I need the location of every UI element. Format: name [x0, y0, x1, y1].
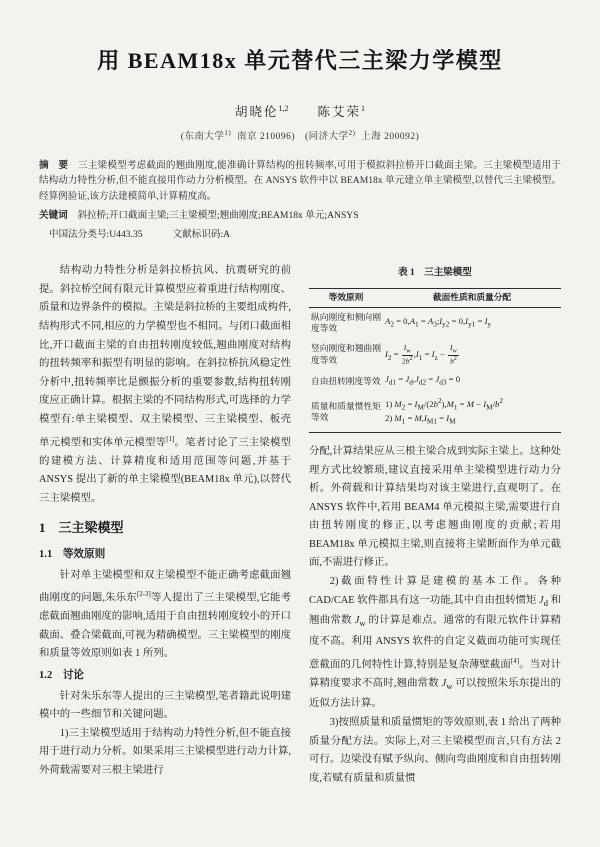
table-1-caption: 表 1 三主梁模型: [398, 268, 472, 279]
principle-cell: 竖向刚度和翘曲刚度等效: [311, 343, 381, 365]
affiliation-text: (东南大学$^{1)}$ 南京 210096) (同济大学$^{2)}$ 上海 200092): [180, 128, 420, 142]
section-1-1-heading: 1.1 等效原则: [39, 549, 106, 560]
section-1-2-paragraph: 针对朱乐东等人提出的三主梁模型,笔者籍此说明建模中的一些细节和关键问题。: [39, 690, 291, 721]
table-header-principle: 等效原则: [309, 288, 383, 307]
section-1-2-heading: 1.2 讨论: [39, 670, 85, 682]
affiliations: [39, 128, 561, 142]
principle-cell: 纵向刚度和侧向刚度等效: [311, 311, 381, 334]
principle-cell: 质量和质量惯性矩等效: [311, 400, 381, 423]
formula-cell: 1) $M_2 = I_M/(2b^2),M_1 = M - I_M/b^2$ 2) $M_1 = M,I_{M1} = I_M$: [385, 397, 503, 427]
section-1-1-paragraph: 针对单主梁模型和双主梁模型不能正确考虑截面翘曲刚度的问题,朱乐东[2-3]等人提出了三主梁模型,它能考虑截面翘曲刚度的影响,适用于自由扭转刚度较小的开口截面、叠合梁截面,可视为精确模型。三主梁模型的刚度和质量等效原则如表 1 所列。: [39, 569, 291, 660]
authors-line: [39, 102, 561, 120]
right-column: [309, 262, 561, 788]
section-1-heading: 1 三主梁模型: [39, 520, 124, 536]
table-row: [309, 307, 561, 339]
principle-cell: 自由扭转刚度等效: [311, 375, 381, 386]
formula-cell: $I_2$ = $\frac{I_w}{2b^2}$ $,I_1 = I_z$ − $\frac{I_w}{b^2}$: [385, 342, 457, 366]
formula-cell: $A_2 = 0,A_1$ = $A_3;I_{y2} = 0,I_{y1} = I_y$: [385, 316, 492, 329]
keywords-label: 关键词: [39, 210, 68, 222]
document-code: 文献标识码:A: [172, 229, 231, 241]
discussion-item-2-paragraph: 2)截面特性计算是建模的基本工作。各种 CAD/CAE 软件都具有这一功能,其中自由扭转惯矩 $J_d$ 和翘曲常数 $J_w$ 的计算是难点。通常的有限元软件计算精度不高。利用 ANSYS 软件的自定义截面功能可实现任意截面的几何特性计算,特别是复杂薄壁截面[4]。当对计算精度要求不高时,翘曲常数 $J_w$ 可以按照朱乐东提出的近似方法计算。: [309, 576, 561, 710]
discussion-item-3-paragraph: 3)按照质量和质量惯矩的等效原则,表 1 给出了两种质量分配方法。实际上,对三主梁模型而言,只有方法 2 可行。边梁没有赋予纵向、侧向弯曲刚度和自由扭转刚度,若赋有质量和质量惯: [309, 716, 561, 784]
two-column-body: [39, 262, 561, 788]
abstract-block: [39, 158, 561, 204]
left-column: [39, 262, 291, 788]
author-names: 胡晓伦$^{1,2}$ 陈艾荣$^1$: [234, 103, 366, 119]
table-row: [309, 339, 561, 370]
table-row: [309, 393, 561, 432]
clc-number: 中国法分类号:U443.35: [49, 229, 143, 241]
keywords-text: 斜拉桥;开口截面主梁;三主梁模型;翘曲刚度;BEAM18x 单元;ANSYS: [77, 210, 359, 222]
formula-cell: $J_{d1} = J_d,J_{d2} = J_{d3} = 0$: [385, 374, 461, 388]
abstract-label: 摘 要: [39, 160, 69, 171]
intro-paragraph: 结构动力特性分析是斜拉桥抗风、抗震研究的前提。斜拉桥空间有限元计算模型应着重进行结构刚度、质量和边界条件的模拟。主梁是斜拉桥的主要组成构件,结构形式不同,相应的力学模型也不相同。与闭口截面相比,开口截面主梁的自由扭转刚度较低,翘曲刚度对结构的扭转频率和振型有明显的影响。在斜拉桥抗风稳定性分析中,扭转频率比是颤振分析的重要参数,结构扭转刚度应正确计算。根据主梁的不同结构形式,可选择的力学模型有:单主梁模型、双主梁模型、三主梁模型、板壳单元模型和实体单元模型等[1]。笔者讨论了三主梁模型的建模方法、计算精度和适用范围等问题,并基于 ANSYS 提出了新的单主梁模型(BEAM18x 单元),以替代三主梁模型。: [39, 265, 292, 504]
table-header-distribution: 截面性质和质量分配: [383, 288, 561, 307]
keywords-line: [39, 208, 561, 223]
table-1: [309, 288, 561, 433]
abstract-text: 三主梁模型考虑截面的翘曲刚度,能准确计算结构的扭转频率,可用于模拟斜拉桥开口截面主梁。三主梁模型适用于结构动力特性分析,但不能直接用作动力分析模型。在 ANSYS 软件中以 BEAM18x 单元建立单主梁模型,以替代三主梁模型。经算例验证,该方法建模简单,计算精度高。: [39, 160, 562, 202]
paper-title: 用 BEAM18x 单元替代三主梁力学模型: [97, 48, 503, 73]
table-row: [309, 370, 561, 393]
table-header-row: [309, 288, 561, 307]
classification-line: [39, 227, 561, 242]
continuation-paragraph: 分配,计算结果应从三根主梁合成到实际主梁上。这种处理方式比较繁琐,建议直接采用单主梁模型进行动力分析。外荷载和计算结果均对该主梁进行,直观明了。在 ANSYS 软件中,若用 BEAM4 单元模拟主梁,需要进行自由扭转刚度的修正,以考虑翘曲刚度的贡献;若用 BEAM18x 单元模拟主梁,则直接将主梁断面作为单元截面,不需进行修正。: [309, 445, 561, 569]
discussion-item-1-paragraph: 1)三主梁模型适用于结构动力特性分析,但不能直接用于进行动力分析。如果采用三主梁模型进行动力计算,外荷载需要对三根主梁进行: [39, 727, 291, 776]
